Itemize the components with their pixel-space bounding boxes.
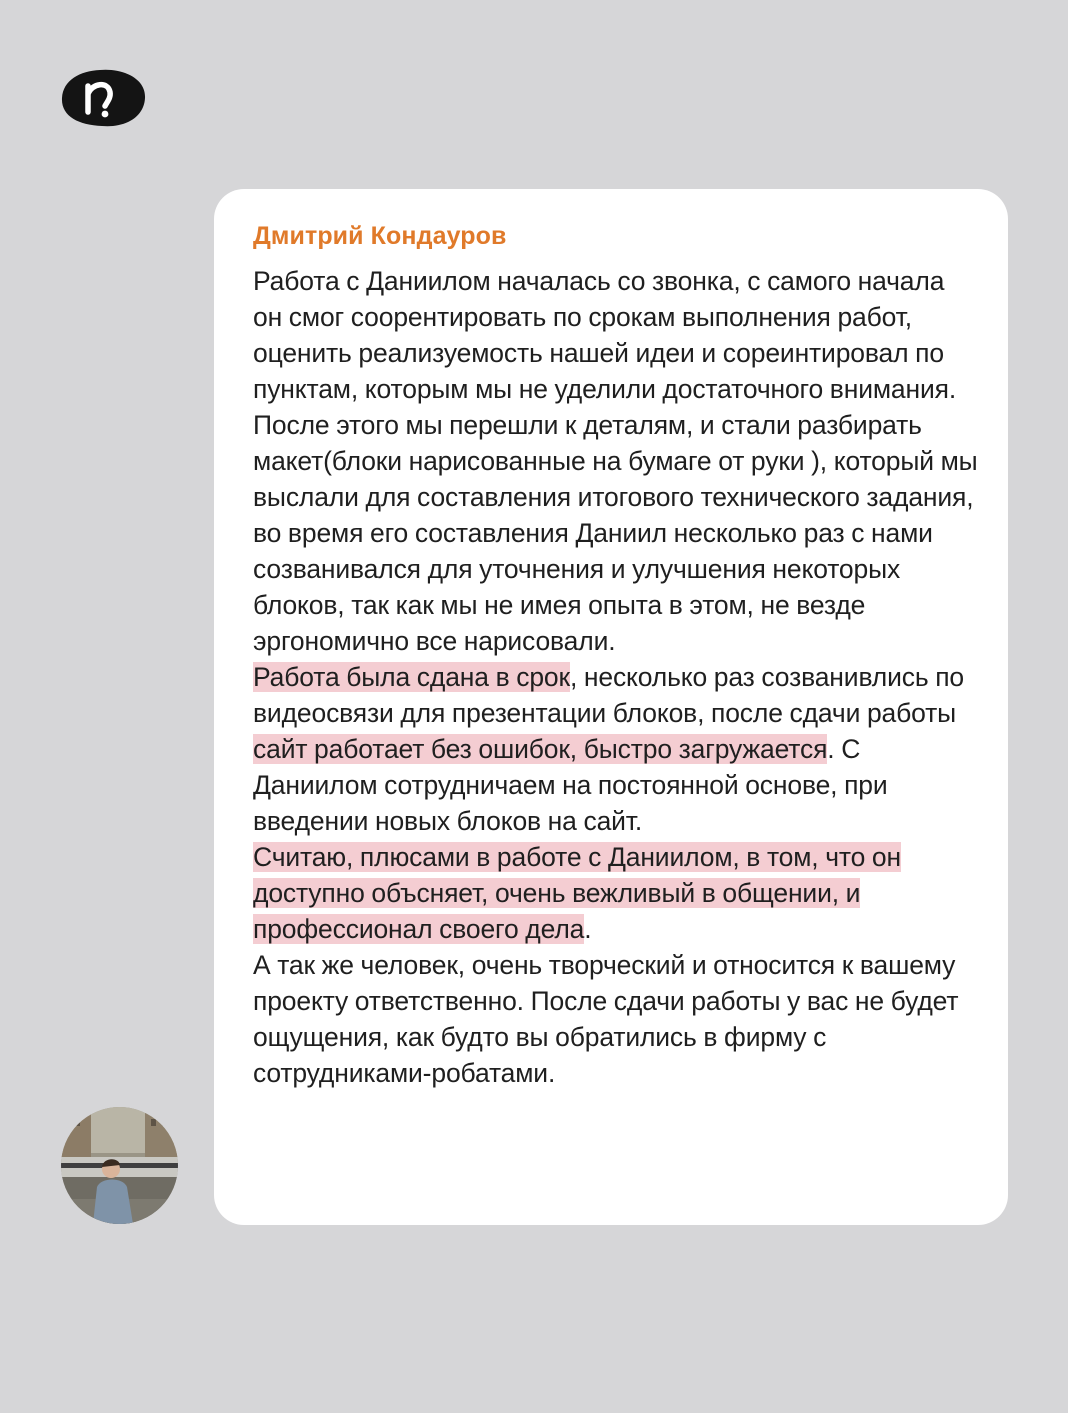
highlighted-text-segment: сайт работает без ошибок, быстро загружается — [253, 734, 828, 764]
review-card — [214, 189, 1008, 1225]
brand-logo-icon — [60, 68, 146, 128]
review-text-segment: Работа с Даниилом началась со звонка, с самого начала он смог соорентировать по срокам выполнения работ, оценить реализуемость нашей идеи и сореинтировал по пунктам, которым мы не уделили достаточного внимания. — [253, 266, 957, 404]
review-text-segment: А так же человек, очень творческий и относится к вашему проекту ответственно. После сдачи работы у вас не будет ощущения, как будто вы обратились в фирму с сотрудниками-робатами. — [253, 950, 959, 1088]
review-paragraph — [253, 407, 978, 659]
review-text-segment: После этого мы перешли к деталям, и стали разбирать макет(блоки нарисованные на бумаге от руки ), который мы выслали для составления итогового технического задания, во время его составления Даниил несколько раз с нами созванивался для уточнения и улучшения некоторых блоков, так как мы не имея опыта в этом, не везде эргономично все нарисовали. — [253, 410, 978, 656]
review-text-segment: , несколько раз созванивлись по видеосвязи для презентации блоков, после сдачи работы — [253, 662, 964, 728]
review-paragraph — [253, 659, 978, 839]
highlighted-text-segment: Считаю, плюсами в работе с Даниилом, в том, что он доступно объсняет, очень вежливый в общении, и профессионал своего дела — [253, 842, 901, 944]
review-text — [253, 263, 978, 1091]
highlighted-text-segment: Работа была сдана в срок — [253, 662, 570, 692]
review-text-segment: . — [584, 914, 592, 944]
review-text-segment: . С Даниилом сотрудничаем на постоянной основе, при введении новых блоков на сайт. — [253, 734, 888, 836]
review-paragraph — [253, 839, 978, 947]
review-paragraph — [253, 263, 978, 407]
review-paragraph — [253, 947, 978, 1091]
reviewer-avatar — [61, 1107, 178, 1224]
reviewer-name: Дмитрий Кондауров — [253, 222, 507, 250]
